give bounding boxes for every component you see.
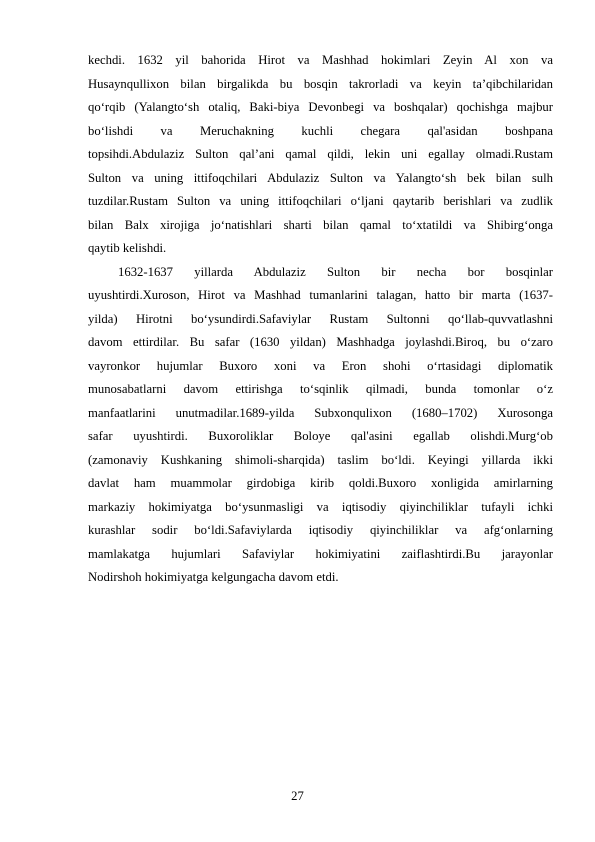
- text-line: davlat ham muammolar girdobiga kirib qoldi.Buxoro xonligida amirlarning: [88, 476, 553, 490]
- page-number: 27: [291, 789, 304, 803]
- body-text: [88, 49, 553, 590]
- paragraph-2: [88, 261, 553, 590]
- text-line: yilda) Hirotni bo‘ysundirdi.Safaviylar Rustam Sultonni qo‘llab-quvvatlashni: [88, 311, 553, 326]
- text-line: tuzdilar.Rustam Sulton va uning ittifoqchilari o‘ljani qaytarib berishlari va zudlik: [88, 194, 553, 208]
- text-line: qo‘rqib (Yalangto‘sh otaliq, Baki-biya Devonbegi va boshqalar) qochishga majbur: [88, 100, 553, 114]
- text-line: manfaatlarini unutmadilar.1689-yilda Subxonqulixon (1680–1702) Xurosonga: [88, 405, 553, 420]
- text-line: mamlakatga hujumlari Safaviylar hokimiyatini zaiflashtirdi.Bu jarayonlar: [88, 546, 553, 561]
- text-line: davom ettirdilar. Bu safar (1630 yildan) Mashhadga joylashdi.Biroq, bu o‘zaro: [88, 335, 553, 349]
- text-line: kurashlar sodir bo‘ldi.Safaviylarda iqtisodiy qiyinchiliklar va afg‘onlarning: [88, 523, 553, 537]
- text-line: 1632-1637 yillarda Abdulaziz Sulton bir necha bor bosqinlar: [118, 264, 553, 279]
- text-line: topsihdi.Abdulaziz Sulton qal’ani qamal qildi, lekin uni egallay olmadi.Rustam: [88, 147, 553, 161]
- text-line: Nodirshoh hokimiyatga kelgungacha davom etdi.: [88, 570, 339, 584]
- text-line: markaziy hokimiyatga bo‘ysunmasligi va iqtisodiy qiyinchiliklar tufayli ichki: [88, 499, 553, 514]
- text-line: (zamonaviy Kushkaning shimoli-sharqida) taslim bo‘ldi. Keyingi yillarda ikki: [88, 452, 553, 467]
- text-line: bo‘lishdi va Meruchakning kuchli chegara qal'asidan boshpana: [88, 123, 553, 138]
- text-line: Sulton va uning ittifoqchilari Abdulaziz Sulton va Yalangto‘sh bek bilan sulh: [88, 170, 553, 185]
- text-line: safar uyushtirdi. Buxoroliklar Boloye qal'asini egallab olishdi.Murg‘ob: [88, 429, 553, 443]
- text-line: bilan Balx xirojiga jo‘natishlari sharti bilan qamal to‘xtatildi va Shibirg‘onga: [88, 217, 553, 232]
- text-line: vayronkor hujumlar Buxoro xoni va Eron shohi o‘rtasidagi diplomatik: [88, 358, 553, 373]
- text-line: munosabatlarni davom ettirishga to‘sqinlik qilmadi, bunda tomonlar o‘z: [88, 382, 553, 396]
- text-line: Husaynqullixon bilan birgalikda bu bosqin takrorladi va keyin ta’qibchilaridan: [88, 76, 553, 91]
- text-line: kechdi. 1632 yil bahorida Hirot va Mashhad hokimlari Zeyin Al xon va: [88, 53, 553, 67]
- text-line: qaytib kelishdi.: [88, 241, 167, 255]
- paragraph-1: [88, 49, 553, 261]
- text-line: uyushtirdi.Xuroson, Hirot va Mashhad tumanlarini talagan, hatto bir marta (1637-: [88, 288, 553, 302]
